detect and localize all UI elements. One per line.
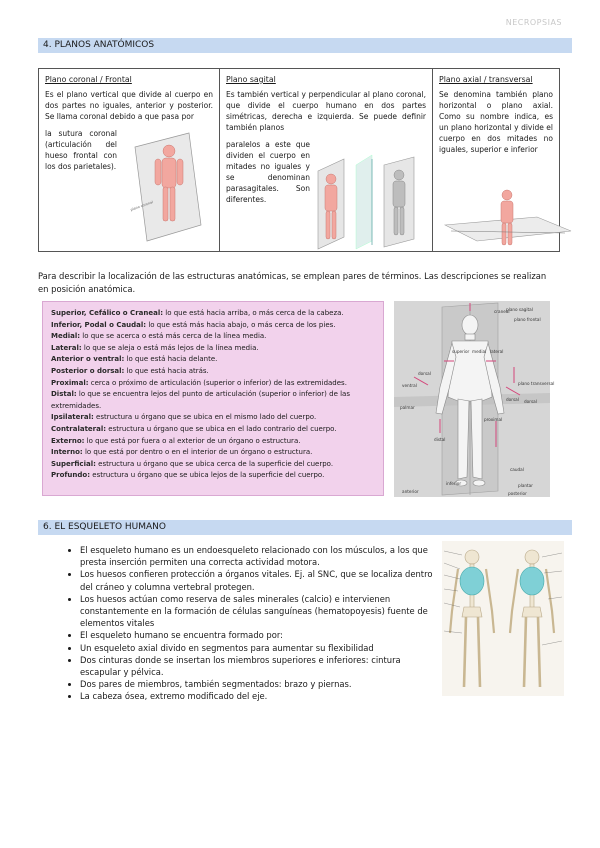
section-title: 6. EL ESQUELETO HUMANO bbox=[43, 522, 167, 532]
label-superior: superior bbox=[452, 349, 470, 354]
term-label: Interno: bbox=[51, 448, 83, 457]
axial-plane-title: Plano axial / transversal bbox=[439, 75, 533, 84]
term-label: Ipsilateral: bbox=[51, 413, 94, 422]
label-plantar: plantar bbox=[518, 483, 533, 488]
skeleton-bullet: • El esqueleto humano se encuentra formado por: bbox=[80, 629, 440, 641]
label-ventral: ventral bbox=[402, 383, 417, 388]
label-palmar: palmar bbox=[400, 405, 415, 410]
term-description: lo que está por fuera o al exterior de un órgano o estructura. bbox=[84, 436, 301, 445]
term-description: lo que está hacia delante. bbox=[124, 355, 218, 364]
skeleton-bullet: • El esqueleto humano es un endoesqueleto relacionado con los músculos, a los que presta inserción permiten una correcta actividad motora. bbox=[80, 544, 440, 568]
term-label: Anterior o ventral: bbox=[51, 355, 125, 364]
svg-text:plano coronal: plano coronal bbox=[129, 200, 154, 212]
label-proximal: proximal bbox=[484, 417, 503, 422]
term-label: Posterior o dorsal: bbox=[51, 366, 125, 375]
axial-plane-cell bbox=[433, 69, 560, 252]
term-label: Medial: bbox=[51, 332, 81, 341]
skeleton-bullet: • La cabeza ósea, extremo modificado del eje. bbox=[80, 690, 440, 702]
label-plano-frontal: plano frontal bbox=[514, 317, 541, 322]
term-description: lo que está más hacia abajo, o más cerca de los pies. bbox=[146, 320, 336, 329]
label-posterior: posterior bbox=[508, 491, 527, 496]
term-label: Contralateral: bbox=[51, 424, 107, 433]
term-description: lo que está por dentro o en el interior de un órgano o estructura. bbox=[82, 448, 313, 457]
term-entry bbox=[51, 424, 375, 436]
skeleton-bullet: • Dos cinturas donde se insertan los miembros superiores e inferiores: cintura escapular y pélvica. bbox=[80, 654, 440, 678]
sagittal-plane-text-2: paralelos a este que dividen el cuerpo en mitades no iguales y se denominan parasagitales. Son diferentes. bbox=[226, 140, 310, 204]
term-entry bbox=[51, 308, 375, 320]
term-entry bbox=[51, 366, 375, 378]
term-entry bbox=[51, 459, 375, 471]
label-dorsal-1: dorsal bbox=[418, 371, 431, 376]
coronal-plane-text-2: la sutura coronal (articulación del hueso frontal con los dos parietales). bbox=[45, 129, 117, 171]
section-heading-planes bbox=[38, 38, 572, 53]
label-lateral: lateral bbox=[490, 349, 504, 354]
term-entry bbox=[51, 343, 375, 355]
sagittal-plane-cell bbox=[220, 69, 433, 252]
term-entry bbox=[51, 412, 375, 424]
term-description: cerca o próximo de articulación (superior o inferior) de las extremidades. bbox=[88, 378, 347, 387]
label-dorsal-2: dorsal bbox=[506, 397, 519, 402]
term-label: Lateral: bbox=[51, 343, 82, 352]
label-plano-transversal: plano transversal bbox=[518, 381, 555, 386]
coronal-plane-illustration bbox=[129, 129, 207, 245]
coronal-plane-cell bbox=[39, 69, 220, 252]
skeleton-bullet: • Un esqueleto axial divido en segmentos para aumentar su flexibilidad bbox=[80, 642, 440, 654]
skeleton-bullet: • Dos pares de miembros, también segmentados: brazo y piernas. bbox=[80, 678, 440, 690]
term-entry bbox=[51, 470, 375, 482]
term-label: Inferior, Podal o Caudal: bbox=[51, 320, 147, 329]
term-description: estructura u órgano que se ubica lejos de la superficie del cuerpo. bbox=[90, 471, 325, 480]
label-inferior: inferior bbox=[446, 481, 462, 486]
coronal-plane-title: Plano coronal / Frontal bbox=[45, 75, 132, 84]
term-description: estructura u órgano que se ubica en el lado contrario del cuerpo. bbox=[106, 424, 337, 433]
term-description: lo que se aleja o está más lejos de la línea media. bbox=[81, 343, 259, 352]
label-distal: distal bbox=[434, 437, 446, 442]
term-entry bbox=[51, 436, 375, 448]
directional-terms-box bbox=[42, 301, 384, 496]
axial-plane-text: Se denomina también plano horizontal o plano axial. Como su nombre indica, es un plano horizontal y divide el cuerpo en dos mitades no iguales, superior e inferior bbox=[439, 90, 553, 154]
axial-plane-illustration bbox=[441, 187, 575, 249]
label-medial: medial bbox=[472, 349, 487, 354]
term-description: lo que está hacia arriba, o más cerca de la cabeza. bbox=[163, 309, 344, 317]
skeleton-illustration bbox=[442, 541, 564, 696]
term-label: Distal: bbox=[51, 390, 77, 399]
term-label: Superior, Cefálico o Craneal: bbox=[51, 309, 164, 317]
skeleton-bullet: • Los huesos actúan como reserva de sales minerales (calcio) e intervienen constantemente en la formación de células sanguíneas (hematopoyesis) fuente de elementos vitales bbox=[80, 593, 440, 630]
sagittal-plane-illustration bbox=[314, 151, 418, 251]
term-description: lo que se encuentra lejos del punto de articulación (superior o inferior) de las extremidades. bbox=[51, 390, 350, 410]
skeleton-bullet-list bbox=[60, 544, 440, 703]
section-heading-skeleton bbox=[38, 520, 572, 535]
label-caudal: caudal bbox=[510, 467, 524, 472]
label-craneal: craneal bbox=[494, 309, 510, 314]
label-dorsal-3: dorsal bbox=[524, 399, 537, 404]
sagittal-plane-text-1: Es también vertical y perpendicular al plano coronal, que divide el cuerpo humano en dos partes simétricas, derecha e izquierda. Se puede definir también planos bbox=[226, 90, 426, 132]
anatomical-directions-figure bbox=[394, 301, 555, 497]
document-header-label: NECROPSIAS bbox=[505, 18, 562, 27]
term-label: Superficial: bbox=[51, 459, 96, 468]
label-anterior: anterior bbox=[402, 489, 419, 494]
planes-table bbox=[38, 68, 560, 252]
section-title: 4. PLANOS ANATÓMICOS bbox=[43, 40, 155, 50]
label-plano-sagital: plano sagital bbox=[506, 307, 533, 312]
term-entry bbox=[51, 378, 375, 390]
term-label: Externo: bbox=[51, 436, 85, 445]
term-description: lo que se acerca o está más cerca de la línea media. bbox=[80, 332, 267, 341]
skeleton-bullet: • Los huesos confieren protección a órganos vitales. Ej. al SNC, que se localiza dentro del cráneo y columna vertebral protegen. bbox=[80, 568, 440, 592]
term-description: lo que está hacia atrás. bbox=[124, 366, 209, 375]
term-entry bbox=[51, 354, 375, 366]
term-entry bbox=[51, 389, 375, 412]
term-entry bbox=[51, 331, 375, 343]
term-entry bbox=[51, 320, 375, 332]
sagittal-plane-title: Plano sagital bbox=[226, 75, 276, 84]
term-entry bbox=[51, 447, 375, 459]
anatomical-position-intro: Para describir la localización de las estructuras anatómicas, se emplean pares de términos. Las descripciones se realizan en posición anatómica. bbox=[38, 271, 547, 294]
term-description: estructura u órgano que se ubica cerca de la superficie del cuerpo. bbox=[95, 459, 334, 468]
term-label: Proximal: bbox=[51, 378, 89, 387]
coronal-plane-text-1: Es el plano vertical que divide al cuerpo en dos partes no iguales, anterior y posterior. Se llama coronal debido a que pasa por bbox=[45, 90, 213, 121]
term-label: Profundo: bbox=[51, 471, 91, 480]
term-description: estructura u órgano que se ubica en el mismo lado del cuerpo. bbox=[93, 413, 317, 422]
